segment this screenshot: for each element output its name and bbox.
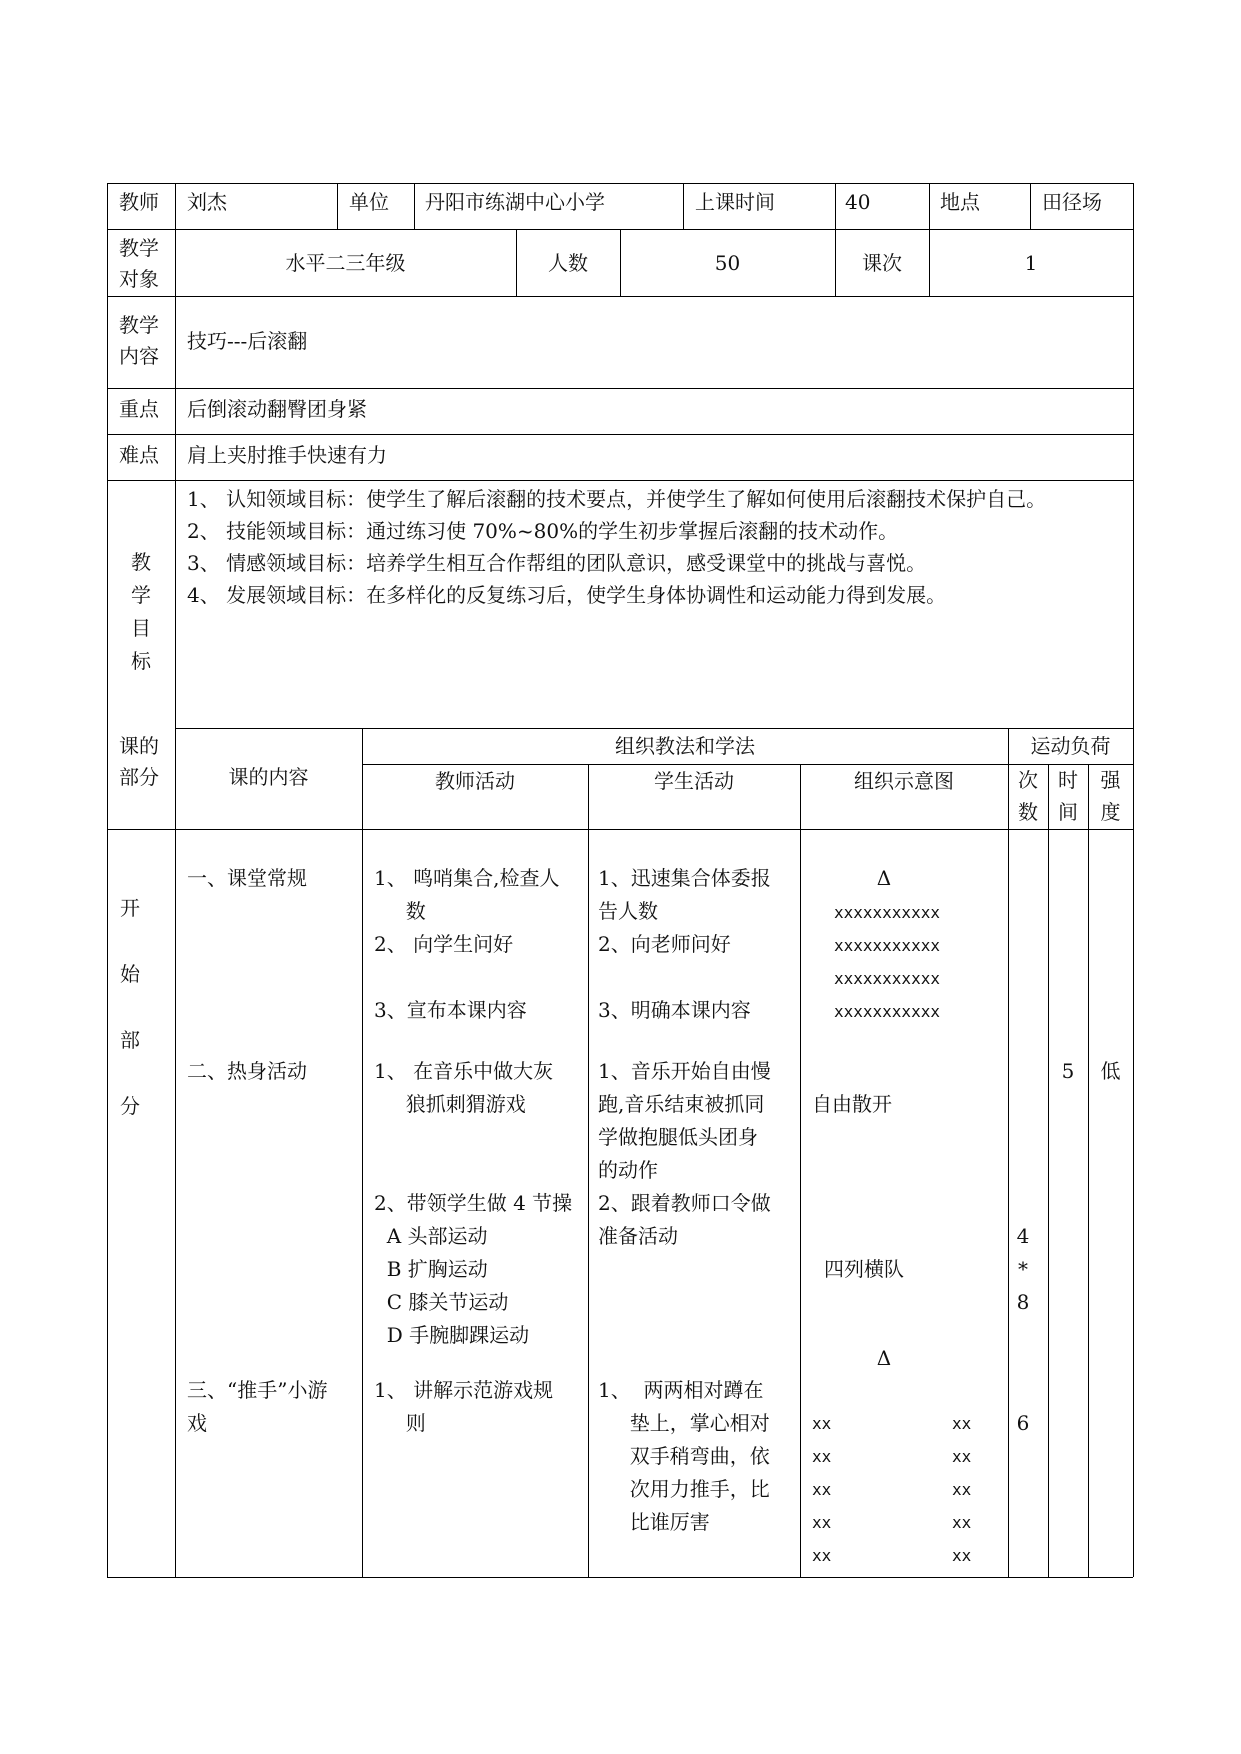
times-value: 4 * 8 <box>1016 1224 1030 1314</box>
class-time-value: 40 <box>845 190 871 214</box>
intensity-header: 强 度 <box>1100 768 1121 824</box>
place-label: 地点 <box>940 190 980 214</box>
pair-left: xx <box>812 1414 832 1433</box>
student-activity: 1、 两两相对蹲在 垫上，掌心相对 双手稍弯曲，依 次用力推手，比 比谁厉害 <box>598 1378 770 1534</box>
formation-note: 自由散开 <box>812 1092 892 1116</box>
intensity-value: 低 <box>1100 1059 1121 1083</box>
load-header: 运动负荷 <box>1030 734 1111 758</box>
table-border <box>175 728 1133 729</box>
lesson-item-title: 一、课堂常规 <box>187 866 307 890</box>
lesson-number-value: 1 <box>1024 251 1038 275</box>
times-header: 次 数 <box>1018 768 1038 824</box>
table-border <box>337 183 338 229</box>
table-border <box>107 183 108 1577</box>
pair-right: xx <box>952 1546 972 1565</box>
table-border <box>175 183 176 229</box>
teacher-activity: 1、 讲解示范游戏规 则 <box>374 1378 554 1435</box>
table-border <box>107 1577 1133 1578</box>
goal-item: 3、 情感领域目标：培养学生相互合作帮组的团队意识，感受课堂中的挑战与喜悦。 <box>187 551 927 575</box>
target-label: 对象 <box>119 267 159 291</box>
table-border <box>835 183 836 229</box>
student-activity: 1、音乐开始自由慢 跑,音乐结束被抓同 学做抱腿低头团身 的动作 2、跟着教师口令做 准备活动 <box>598 1059 771 1248</box>
table-border <box>929 183 930 229</box>
key-point-label: 重点 <box>119 397 159 421</box>
table-border <box>107 388 1133 389</box>
goal-item: 4、 发展领域目标：在多样化的反复练习后，使学生身体协调性和运动能力得到发展。 <box>187 583 947 607</box>
class-time-label: 上课时间 <box>695 190 775 214</box>
start-part-label: 开 始 部 分 <box>120 896 140 1118</box>
lesson-item-title: 二、热身活动 <box>187 1059 307 1083</box>
key-point: 后倒滚动翻臀团身紧 <box>187 397 367 421</box>
goal-item: 1、 认知领域目标：使学生了解后滚翻的技术要点，并使学生了解如何使用后滚翻技术保护自己。 <box>187 487 1047 511</box>
section-header: 课的 <box>119 734 159 758</box>
method-header: 组织教法和学法 <box>615 734 755 758</box>
teacher-activity: 1、 鸣哨集合,检查人 数 2、 向学生问好 3、宣布本课内容 <box>374 866 560 1022</box>
table-border <box>107 829 1133 830</box>
duration-value: 5 <box>1061 1059 1075 1083</box>
target-value: 水平二三年级 <box>285 251 406 275</box>
content-label: 内容 <box>119 344 159 368</box>
pair-left: xx <box>812 1513 832 1532</box>
student-activity-header: 学生活动 <box>654 769 734 793</box>
formation-row: xxxxxxxxxxx <box>834 936 940 955</box>
content-label: 教学 <box>119 313 159 337</box>
table-border <box>175 728 176 1577</box>
goals-label: 教 学 目 标 <box>131 550 151 673</box>
target-label: 教学 <box>119 236 159 260</box>
pair-right: xx <box>952 1414 972 1433</box>
goal-item: 2、 技能领域目标：通过练习使 70%~80%的学生初步掌握后滚翻的技术动作。 <box>187 519 899 543</box>
pair-right: xx <box>952 1513 972 1532</box>
teacher-activity-header: 教师活动 <box>435 769 515 793</box>
table-border <box>1008 728 1009 1577</box>
student-count-label: 人数 <box>548 251 588 275</box>
difficulty-label: 难点 <box>119 443 159 467</box>
teacher-position-mark: Δ <box>876 866 892 890</box>
table-border <box>107 434 1133 435</box>
teaching-content: 技巧---后滚翻 <box>187 329 308 353</box>
diagram-header: 组织示意图 <box>854 769 954 793</box>
lesson-item-title: 三、“推手”小游 戏 <box>187 1378 328 1435</box>
teacher-activity: 1、 在音乐中做大灰 狼抓刺猬游戏 2、带领学生做 4 节操 A 头部运动 B 扩胸运动 C 膝关节运动 D 手腕脚踝运动 <box>374 1059 573 1347</box>
table-border <box>414 183 415 229</box>
unit-label: 单位 <box>349 190 389 214</box>
pair-left: xx <box>812 1480 832 1499</box>
formation-note: 四列横队 <box>824 1257 904 1281</box>
duration-header: 时 间 <box>1058 768 1078 824</box>
table-border <box>1133 183 1134 1577</box>
pair-right: xx <box>952 1447 972 1466</box>
table-border <box>107 183 1133 184</box>
student-count-value: 50 <box>714 251 741 275</box>
table-border <box>1030 183 1031 229</box>
table-border <box>683 183 684 229</box>
section-header: 部分 <box>119 765 159 789</box>
content-header: 课的内容 <box>228 765 309 789</box>
formation-row: xxxxxxxxxxx <box>834 969 940 988</box>
teacher-label: 教师 <box>119 190 159 214</box>
table-border <box>1048 764 1049 1577</box>
table-border <box>362 728 363 1577</box>
difficulty: 肩上夹肘推手快速有力 <box>187 443 387 467</box>
formation-row: xxxxxxxxxxx <box>834 1002 940 1021</box>
teacher-name: 刘杰 <box>187 190 227 214</box>
table-border <box>107 296 1133 297</box>
table-border <box>175 296 176 728</box>
lesson-number-label: 课次 <box>862 251 902 275</box>
pair-left: xx <box>812 1447 832 1466</box>
table-border <box>107 480 1133 481</box>
times-value: 6 <box>1016 1411 1030 1435</box>
pair-right: xx <box>952 1480 972 1499</box>
student-activity: 1、迅速集合体委报 告人数 2、向老师问好 3、明确本课内容 <box>598 866 771 1022</box>
teacher-position-mark: Δ <box>876 1346 892 1370</box>
unit-name: 丹阳市练湖中心小学 <box>425 190 605 214</box>
table-border <box>1088 764 1089 1577</box>
pair-left: xx <box>812 1546 832 1565</box>
table-border <box>588 764 589 1577</box>
place-value: 田径场 <box>1042 190 1102 214</box>
formation-row: xxxxxxxxxxx <box>834 903 940 922</box>
